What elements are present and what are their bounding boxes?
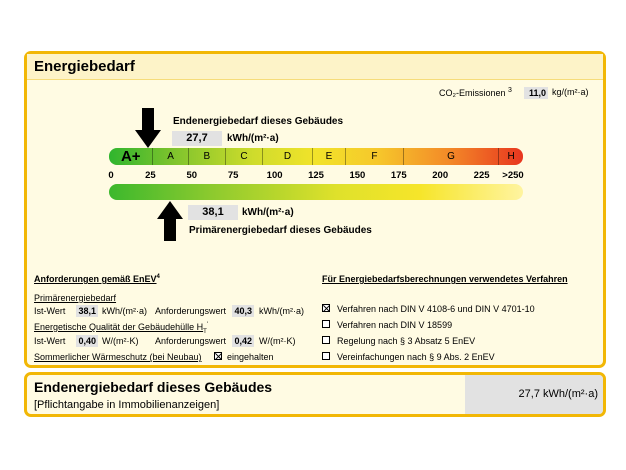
co2-label-group xyxy=(439,87,512,98)
energy-demand-panel xyxy=(24,51,606,368)
scale-tick-label: 175 xyxy=(390,170,407,181)
primary-req-value: 40,3 xyxy=(232,305,254,317)
requirements-footnote: 4 xyxy=(156,274,160,280)
primary-energy-arrow-icon xyxy=(157,201,183,241)
primary-energy-unit: kWh/(m²·a) xyxy=(242,207,294,218)
primary-req-unit: kWh/(m²·a) xyxy=(259,306,304,316)
scale-class-a: A xyxy=(152,148,187,165)
primary-energy-label: Primärenergiebedarf dieses Gebäudes xyxy=(189,225,372,236)
scale-tick-label: 200 xyxy=(432,170,449,181)
scale-ticks xyxy=(109,170,523,182)
primary-ist-unit: kWh/(m²·a) xyxy=(102,306,147,316)
scale-tick-label: 150 xyxy=(349,170,366,181)
primary-scale-bar xyxy=(109,184,523,200)
summer-status: eingehalten xyxy=(227,352,274,362)
primary-heading: Primärenergiebedarf xyxy=(34,293,117,303)
scale-class-g: G xyxy=(403,148,498,165)
summary-title: Endenergiebedarf dieses Gebäudes xyxy=(34,379,273,395)
scale-segments xyxy=(109,148,523,165)
scale-tick-label: 100 xyxy=(266,170,283,181)
scale-class-h: H xyxy=(498,148,523,165)
quality-sup: ' xyxy=(206,322,208,328)
methods-heading: Für Energiebedarfsberechnungen verwendetes Verfahren xyxy=(322,274,568,284)
co2-label: CO₂-Emissionen xyxy=(439,88,506,98)
panel-title: Energiebedarf xyxy=(34,58,135,75)
quality-req-value: 0,42 xyxy=(232,335,254,347)
quality-ist-unit: W/(m²·K) xyxy=(102,336,139,346)
scale-tick-label: 75 xyxy=(227,170,239,181)
method-checkbox[interactable] xyxy=(322,320,330,328)
method-label: Verfahren nach DIN V 4108-6 und DIN V 4701-10 xyxy=(337,304,535,314)
quality-ist-label: Ist-Wert xyxy=(34,336,66,346)
primary-req-label: Anforderungswert xyxy=(155,306,227,316)
energy-scale-bar xyxy=(109,148,523,165)
scale-class-e: E xyxy=(312,148,345,165)
summer-checkbox xyxy=(214,352,222,360)
scale-class-c: C xyxy=(225,148,262,165)
end-energy-label: Endenergiebedarf dieses Gebäudes xyxy=(173,116,344,127)
quality-req-label: Anforderungswert xyxy=(155,336,227,346)
summer-label: Sommerlicher Wärmeschutz (bei Neubau) xyxy=(34,352,202,362)
method-checkbox[interactable] xyxy=(322,352,330,360)
quality-heading-group xyxy=(34,322,208,335)
scale-class-d: D xyxy=(262,148,312,165)
method-checkbox[interactable] xyxy=(322,304,330,312)
scale-class-a-plus: A+ xyxy=(120,148,141,165)
scale-class-f: F xyxy=(345,148,403,165)
end-energy-unit: kWh/(m²·a) xyxy=(227,133,279,144)
quality-sub: T xyxy=(203,328,207,335)
scale-class-b: B xyxy=(188,148,225,165)
summary-value: 27,7 kWh/(m²·a) xyxy=(518,388,598,400)
method-label: Verfahren nach DIN V 18599 xyxy=(337,320,453,330)
method-label: Vereinfachungen nach § 9 Abs. 2 EnEV xyxy=(337,352,495,362)
method-label: Regelung nach § 3 Absatz 5 EnEV xyxy=(337,336,476,346)
requirements-heading: Anforderungen gemäß EnEV xyxy=(34,274,157,284)
end-energy-summary-panel xyxy=(24,372,606,417)
scale-tick-label: >250 xyxy=(502,170,524,181)
co2-unit: kg/(m²·a) xyxy=(552,87,589,97)
primary-ist-label: Ist-Wert xyxy=(34,306,66,316)
summary-subtitle: [Pflichtangabe in Immobilienanzeigen] xyxy=(34,399,220,411)
quality-heading: Energetische Qualität der Gebäudehülle H xyxy=(34,322,204,332)
scale-tick-label: 50 xyxy=(186,170,198,181)
co2-footnote: 3 xyxy=(508,87,512,94)
end-energy-value: 27,7 xyxy=(172,131,222,146)
panel-header xyxy=(27,54,603,80)
co2-value: 11,0 xyxy=(524,87,548,99)
summary-value-box xyxy=(465,375,606,414)
scale-tick-label: 0 xyxy=(108,170,114,181)
scale-tick-label: 225 xyxy=(473,170,490,181)
scale-tick-label: 25 xyxy=(145,170,156,181)
primary-energy-value: 38,1 xyxy=(188,205,238,220)
requirements-heading-group xyxy=(34,274,160,284)
end-energy-arrow-icon xyxy=(135,108,161,148)
primary-ist-value: 38,1 xyxy=(76,305,98,317)
method-checkbox[interactable] xyxy=(322,336,330,344)
quality-req-unit: W/(m²·K) xyxy=(259,336,296,346)
quality-ist-value: 0,40 xyxy=(76,335,98,347)
scale-tick-label: 125 xyxy=(308,170,324,181)
